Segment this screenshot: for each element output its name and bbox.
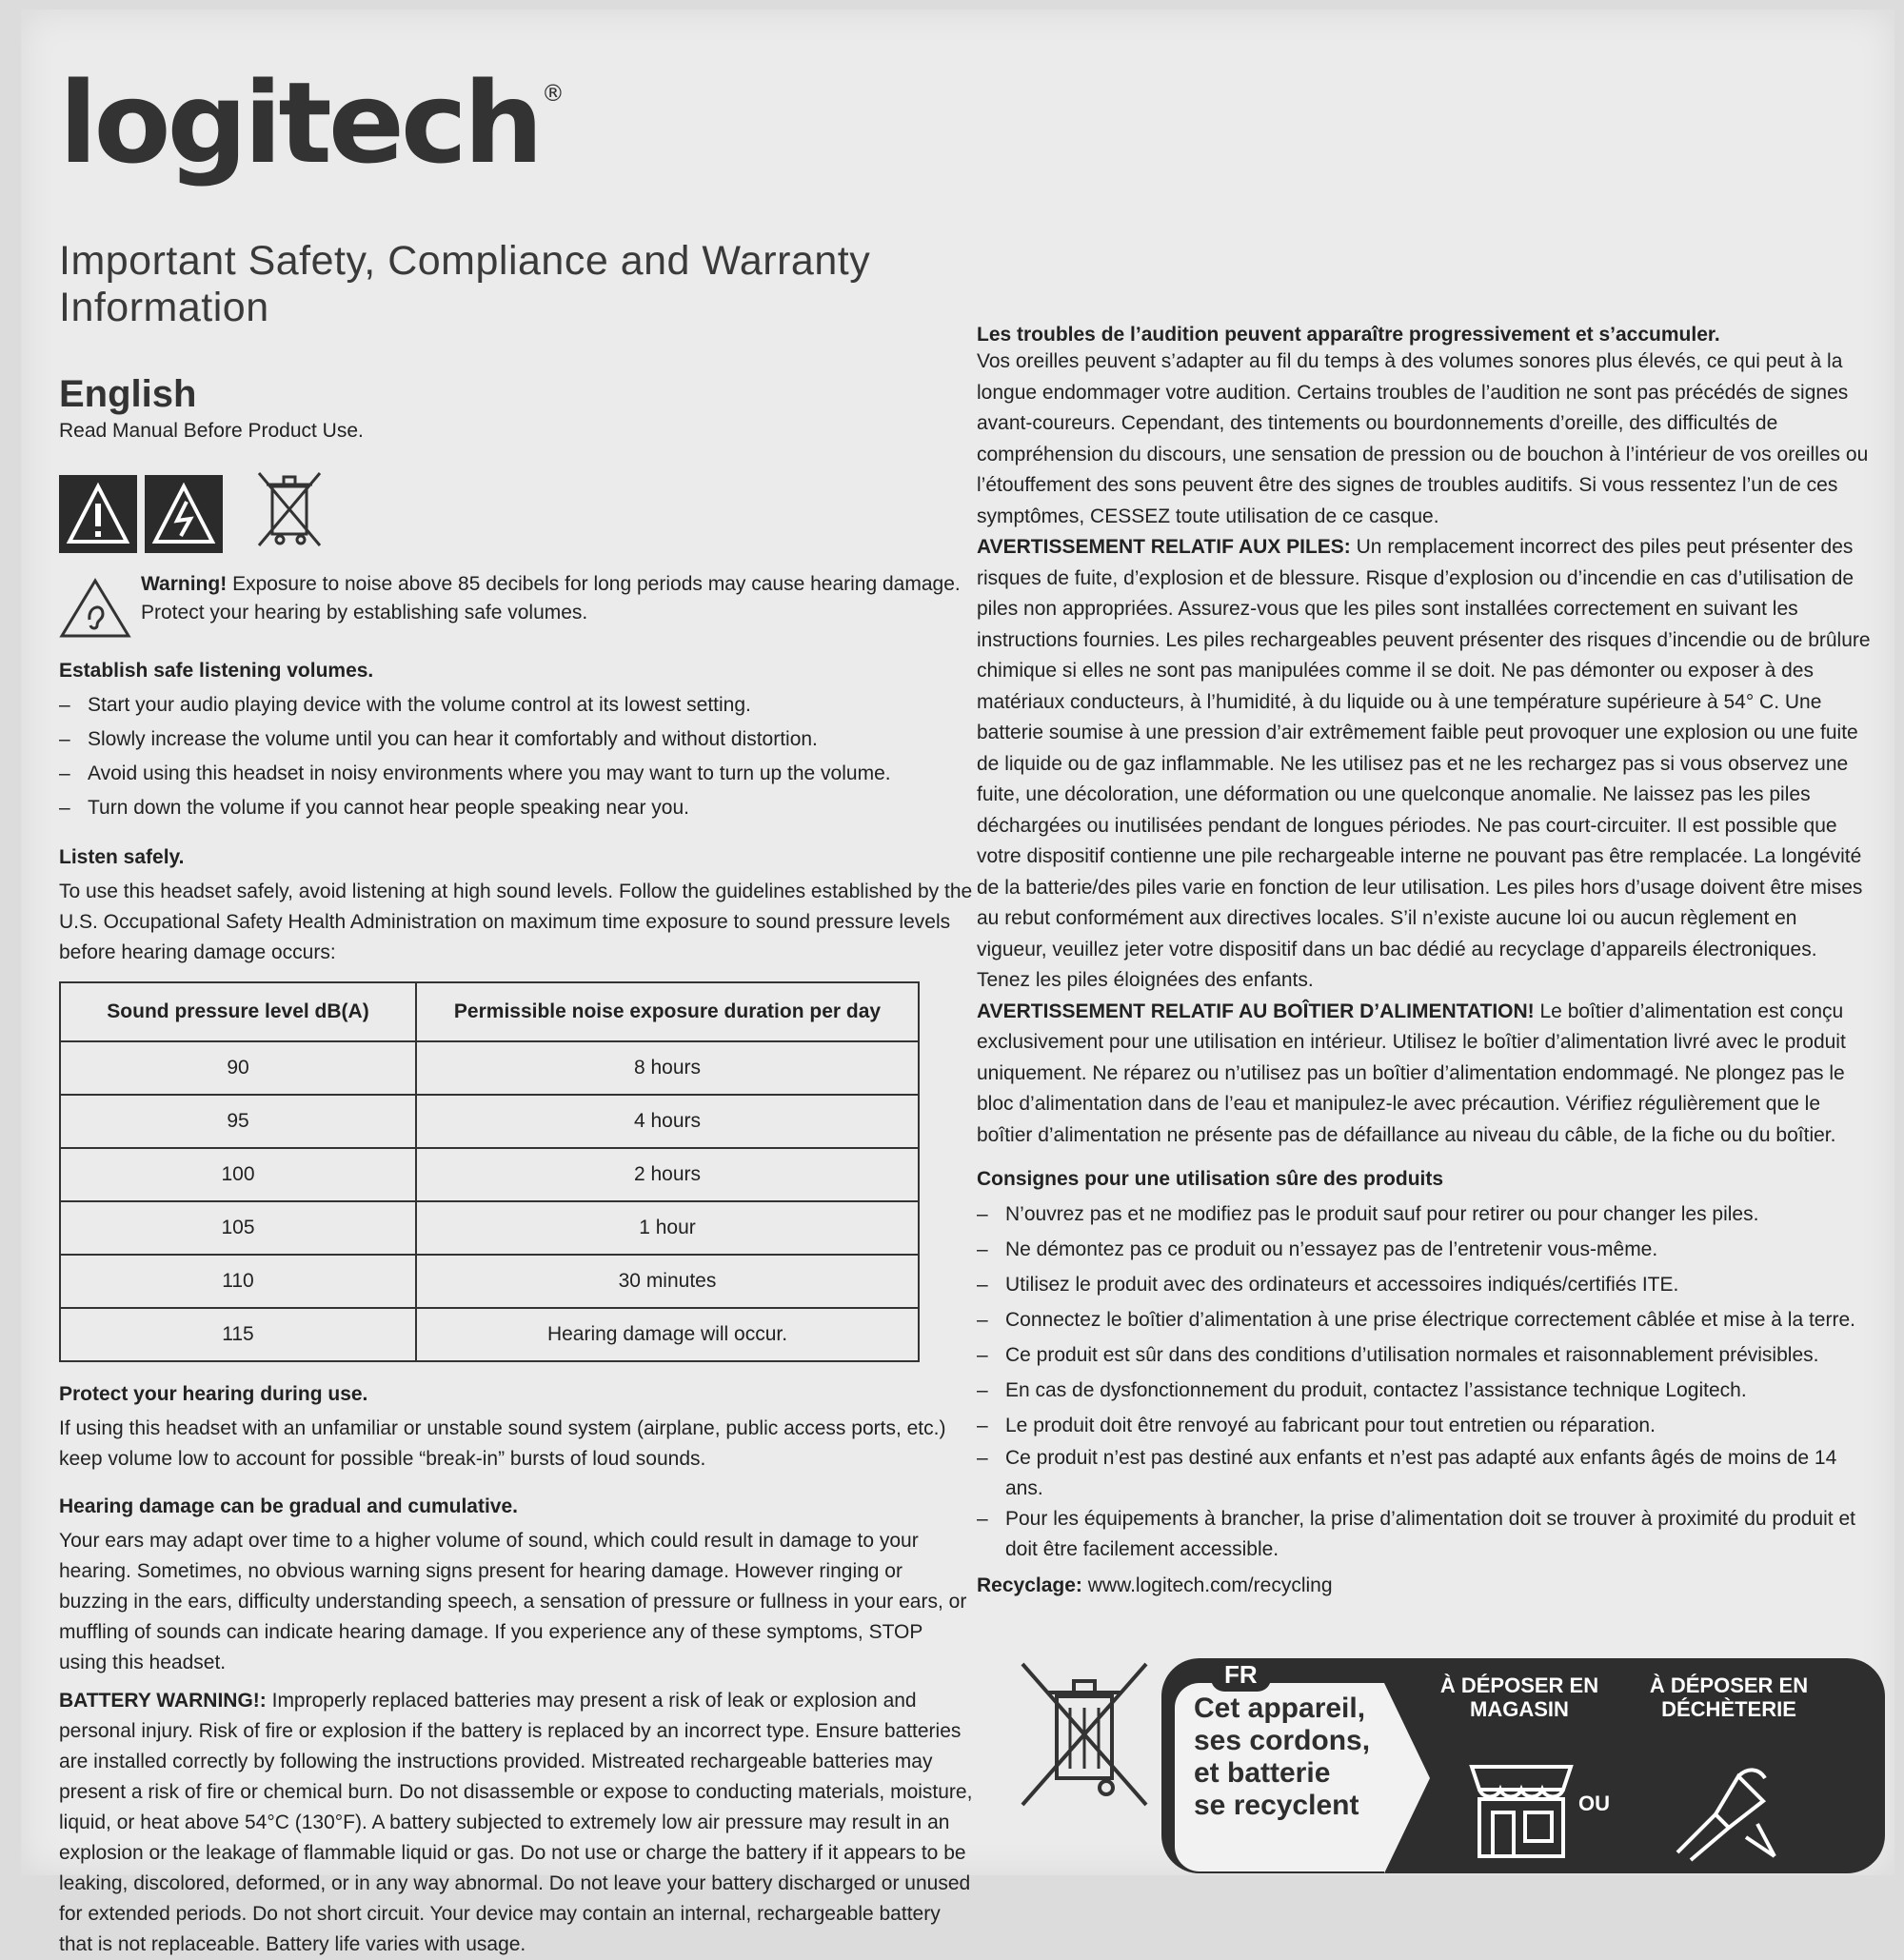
table-cell: 30 minutes: [416, 1255, 919, 1308]
listen-safely-text: To use this headset safely, avoid listening at high sound levels. Follow the guidelines established by the U.S. Occupational Safety Health Administration on maximum time exposure to sound pressure levels before hearing damage occurs:: [59, 881, 973, 963]
english-column: [59, 57, 973, 1960]
fr-recycling-block: [1013, 1658, 1885, 1873]
page-title: Important Safety, Compliance and Warranty Information: [59, 238, 871, 330]
table-row: [60, 1148, 919, 1201]
store-drop-label: À DÉPOSER EN MAGASIN: [1439, 1673, 1599, 1721]
list-item: – Ce produit est sûr dans des conditions d’utilisation normales et raisonnablement prévisibles.: [977, 1337, 1872, 1373]
table-cell: 95: [60, 1095, 416, 1148]
table-cell: Hearing damage will occur.: [416, 1308, 919, 1361]
fr-recycling-panel: [1161, 1658, 1885, 1873]
hearing-warning: [59, 570, 973, 639]
recycle-line: se recyclent: [1194, 1790, 1359, 1821]
list-item: – Ne démontez pas ce produit ou n’essayez pas de l’entretenir vous-même.: [977, 1232, 1872, 1267]
fr-battery-warning: AVERTISSEMENT RELATIF AUX PILES: Un remplacement incorrect des piles peut présenter des risques de fuite, d’explosion et de blessure. Risque d’explosion ou d’incendie en cas d’utilisation de piles non appropriées. Assurez-vous que les piles sont installées correctement en suivant les instructions fournies. Les piles rechargeables peuvent présenter des risques d’incendie ou de brûlure chimique si elles ne sont pas manipulées comme il se doit. Ne pas démonter ou exposer à des matériaux conducteurs, à l’humidité, à du liquide ou à une température supérieure à 54° C. Une batterie soumise à une pression d’air extrêmement faible peut provoquer une explosion ou une fuite de liquide ou de gaz inflammable. Ne les utilisez pas et ne les rechargez pas si vous observez une fuite, une décoloration, une déformation ou une quelconque anomalie. Ne laissez pas les piles déchargées ou inutilisées pendant de longues périodes. Ne pas court-circuiter. Il est possible que votre dispositif contienne une pile rechargeable interne ne pouvant pas être remplacée. La longévité de la batterie/des piles varie en fonction de leur utilisation. Les piles hors d’usage doivent être mises au rebut conformément aux directives locales. S’il n’existe aucune loi ou aucun règlement en vigueur, veuillez jeter votre dispositif dans un bac dédié au recyclage d’appareils électroniques. Tenez les piles éloignées des enfants.: [977, 536, 1871, 991]
or-label: OU: [1578, 1792, 1610, 1815]
table-cell: 115: [60, 1308, 416, 1361]
table-cell: 2 hours: [416, 1148, 919, 1201]
noise-exposure-table: [59, 981, 920, 1362]
safe-volumes-list: [59, 688, 973, 825]
table-cell: 4 hours: [416, 1095, 919, 1148]
safe-volumes-heading: Establish safe listening volumes.: [59, 660, 374, 682]
french-column: [977, 324, 1872, 1602]
warning-triangle-icon: [59, 475, 137, 553]
recycle-line: ses cordons,: [1194, 1725, 1371, 1756]
table-row: [60, 1255, 919, 1308]
fr-power-warning: AVERTISSEMENT RELATIF AU BOÎTIER D’ALIMENTATION! Le boîtier d’alimentation est conçu exclusivement pour une utilisation en intérieur. Utilisez le boîtier d’alimentation livré avec le produit uniquement. Ne réparez ou n’utilisez pas un boîtier d’alimentation endommagé. Ne plongez pas le bloc d’alimentation dans de l’eau et manipulez-le avec précaution. Vérifiez régulièrement que le boîtier d’alimentation ne présente pas de défaillance au niveau du câble, de la fiche ou du boîtier.: [977, 1000, 1846, 1146]
brand-logo: logitech ®: [59, 57, 565, 188]
table-cell: 110: [60, 1255, 416, 1308]
protect-text: If using this headset with an unfamiliar or unstable sound system (airplane, public access ports, etc.) keep volume low to account for possible “break-in” bursts of loud sounds.: [59, 1417, 946, 1470]
warning-text: Warning! Exposure to noise above 85 decibels for long periods may cause hearing damage. Protect your hearing by establishing safe volumes.: [141, 573, 961, 624]
recycle-line: Cet appareil,: [1194, 1693, 1366, 1724]
fr-hearing-heading: Les troubles de l’audition peuvent apparaître progressivement et s’accumuler.: [977, 324, 1720, 346]
protect-heading: Protect your hearing during use.: [59, 1383, 368, 1405]
table-cell: 8 hours: [416, 1041, 919, 1095]
recycle-line: et batterie: [1194, 1757, 1331, 1789]
table-cell: 90: [60, 1041, 416, 1095]
list-item: – Le produit doit être renvoyé au fabricant pour tout entretien ou réparation.: [977, 1408, 1872, 1443]
electric-shock-icon: [145, 475, 223, 553]
recycling-link[interactable]: www.logitech.com/recycling: [1087, 1574, 1333, 1596]
shop-icon: [1464, 1757, 1578, 1862]
fr-consignes-heading: Consignes pour une utilisation sûre des produits: [977, 1168, 1444, 1190]
list-item: – Ce produit n’est pas destiné aux enfants et n’est pas adapté aux enfants âgés de moins de 14 ans.: [977, 1443, 1872, 1504]
list-item: – En cas de dysfonctionnement du produit, contactez l’assistance technique Logitech.: [977, 1373, 1872, 1408]
read-manual-note: Read Manual Before Product Use.: [59, 420, 364, 442]
gradual-text: Your ears may adapt over time to a higher volume of sound, which could result in damage to your hearing. Sometimes, no obvious warning signs present for hearing damage. However ringing or buzzing in the ears, difficulty understanding speech, a sensation of pressure or fullness in your ears, or muffling of sounds can indicate hearing damage. If you experience any of these symptoms, STOP using this headset.: [59, 1530, 967, 1673]
table-row: [60, 1095, 919, 1148]
fr-consignes-list: [977, 1197, 1872, 1565]
table-header: Permissible noise exposure duration per day: [416, 982, 919, 1041]
list-item: – Start your audio playing device with the volume control at its lowest setting.: [59, 688, 973, 723]
list-item: – N’ouvrez pas et ne modifiez pas le produit sauf pour retirer ou pour changer les piles.: [977, 1197, 1872, 1232]
list-item: – Connectez le boîtier d’alimentation à une prise électrique correctement câblée et mise à la terre.: [977, 1302, 1872, 1337]
table-cell: 1 hour: [416, 1201, 919, 1255]
table-row: [60, 1201, 919, 1255]
fr-badge: FR: [1211, 1658, 1271, 1692]
fr-hearing-text: Vos oreilles peuvent s’adapter au fil du temps à des volumes sonores plus élevés, ce qui peut à la longue endommager votre audition. Certains troubles de l’audition ne sont pas précédés de signes avant-coureurs. Cependant, des tintements ou bourdonnements d’oreille, des difficultés de compréhension du discours, une sensation de pression ou de bouchon à l’intérieur de vos oreilles ou l’étouffement des sons peuvent être des signes de troubles auditifs. Si vous ressentez l’un de ces symptômes, CESSEZ toute utilisation de ce casque.: [977, 350, 1869, 527]
list-item: – Pour les équipements à brancher, la prise d’alimentation doit se trouver à proximité du produit et doit être facilement accessible.: [977, 1504, 1872, 1565]
safety-symbols: [59, 465, 973, 553]
table-cell: 100: [60, 1148, 416, 1201]
battery-warning: BATTERY WARNING!: Improperly replaced batteries may present a risk of leak or explosion and personal injury. Risk of fire or explosion if the battery is replaced by an incorrect type. Ensure batteries are installed correctly by following the instructions provided. Mistreated rechargeable batteries may present a risk of fire or chemical burn. Do not disassemble or expose to conducting materials, moisture, liquid, or heat above 54°C (130°F). A battery subjected to extremely low air pressure may result in an explosion or the leakage of flammable liquid or gas. Do not use or charge the battery if it appears to be leaking, discolored, deformed, or in any way abnormal. Do not leave your battery discharged or unused for extended periods. Do not short circuit. Your device may contain an internal, rechargeable battery that is not replaceable. Battery life varies with usage.: [59, 1690, 973, 1955]
recycling-center-icon: [1658, 1757, 1782, 1864]
hearing-warning-icon: [59, 578, 131, 639]
crossed-bin-icon: [251, 465, 327, 553]
table-row: [60, 1041, 919, 1095]
list-item: – Avoid using this headset in noisy environments where you may want to turn up the volume.: [59, 757, 973, 791]
recycle-text-box: [1175, 1683, 1384, 1871]
list-item: – Turn down the volume if you cannot hear people speaking near you.: [59, 791, 973, 825]
document-page: [21, 10, 1894, 1955]
listen-safely-heading: Listen safely.: [59, 846, 185, 868]
list-item: – Slowly increase the volume until you can hear it comfortably and without distortion.: [59, 723, 973, 757]
arrow-shape: [1384, 1683, 1430, 1873]
crossed-bin-icon: [1013, 1658, 1156, 1811]
table-row: [60, 1308, 919, 1361]
table-header: Sound pressure level dB(A): [60, 982, 416, 1041]
language-heading: English: [59, 373, 197, 415]
fr-recycle-line: Recyclage: www.logitech.com/recycling: [977, 1574, 1333, 1596]
gradual-heading: Hearing damage can be gradual and cumulative.: [59, 1495, 518, 1517]
dump-drop-label: À DÉPOSER EN DÉCHÈTERIE: [1649, 1673, 1809, 1721]
table-cell: 105: [60, 1201, 416, 1255]
list-item: – Utilisez le produit avec des ordinateurs et accessoires indiqués/certifiés ITE.: [977, 1267, 1872, 1302]
